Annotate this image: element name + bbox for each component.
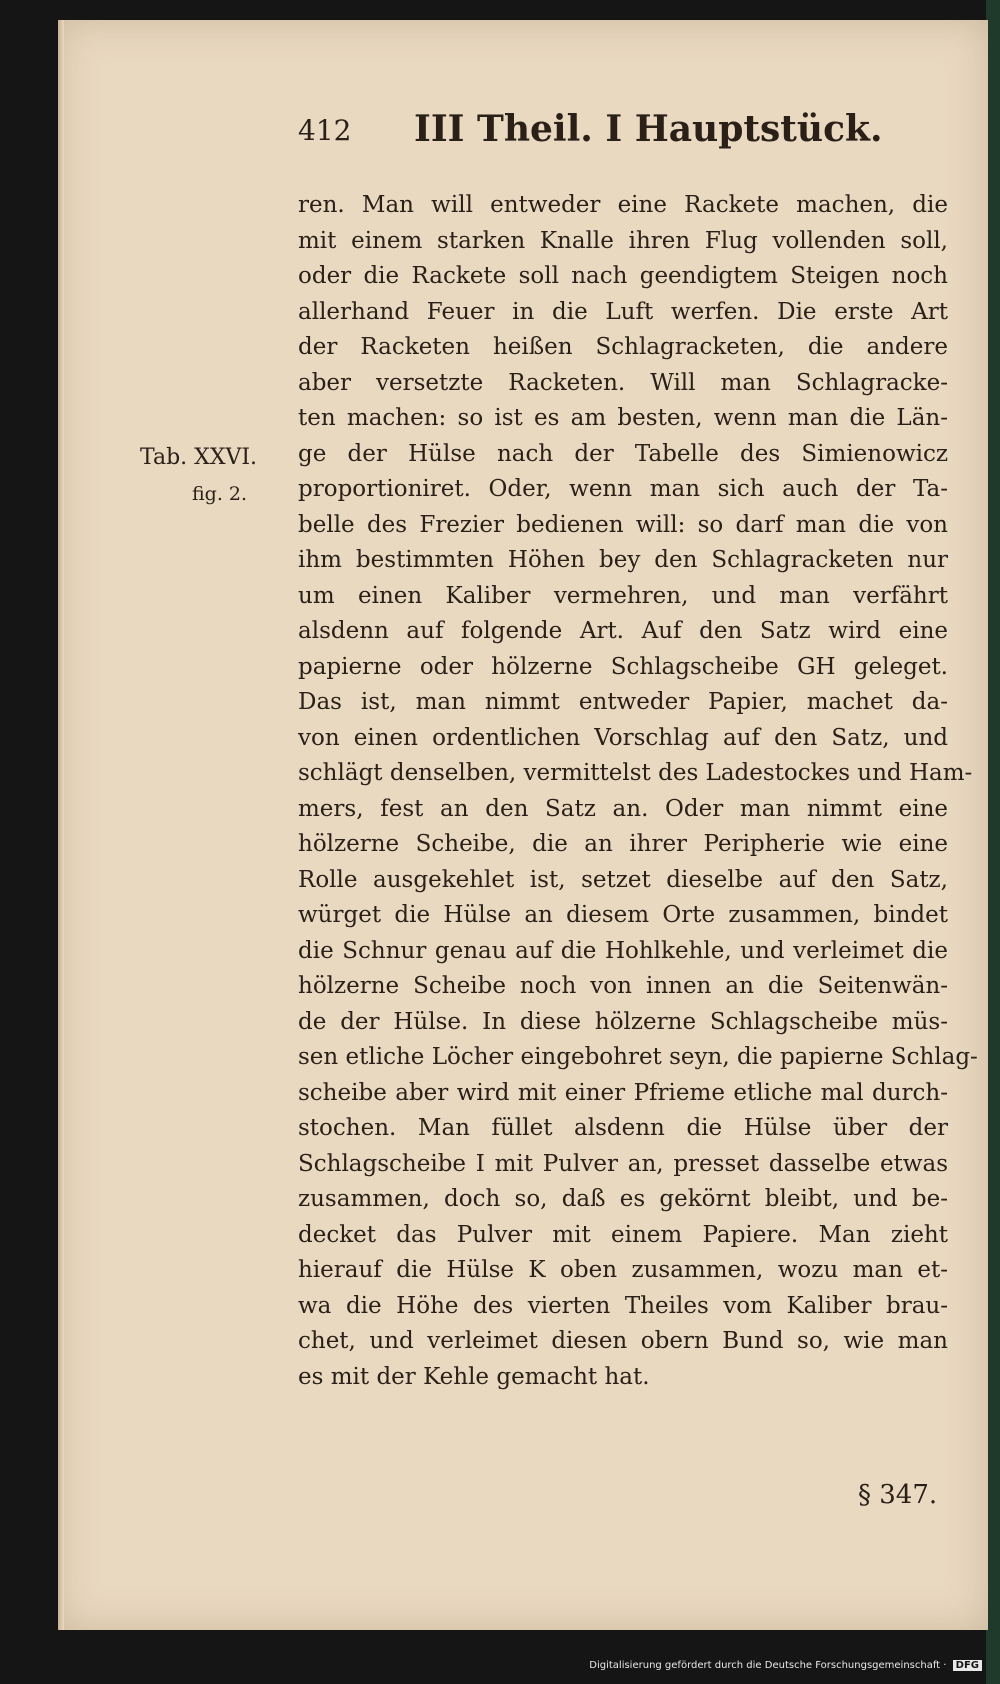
text-line: von einen ordentlichen Vorschlag auf den Satz, und <box>298 724 948 751</box>
text-line: Rolle ausgekehlet ist, setzet dieselbe auf den Satz, <box>298 866 948 893</box>
body-text <box>298 188 978 1395</box>
text-line: ren. Man will entweder eine Rackete machen, die <box>298 192 948 218</box>
text-line: Das ist, man nimmt entweder Papier, machet da- <box>298 689 948 715</box>
text-line: scheibe aber wird mit einer Pfrieme etliche mal durch- <box>298 1079 948 1106</box>
text-line: alsdenn auf folgende Art. Auf den Satz wird eine <box>298 618 948 644</box>
text-line: papierne oder hölzerne Schlagscheibe GH geleget. <box>298 653 948 680</box>
digitization-footer <box>589 1660 982 1671</box>
text-line: decket das Pulver mit einem Papiere. Man zieht <box>298 1221 948 1248</box>
text-line: mers, fest an den Satz an. Oder man nimmt eine <box>298 795 948 822</box>
text-line: oder die Rackete soll nach geendigtem Steigen noch <box>298 263 948 289</box>
text-line: Schlagscheibe I mit Pulver an, presset dasselbe etwas <box>298 1150 948 1177</box>
text-line: es mit der Kehle gemacht hat. <box>298 1363 650 1390</box>
text-line: de der Hülse. In diese hölzerne Schlagscheibe müs- <box>298 1008 948 1035</box>
text-line: aber versetzte Racketen. Will man Schlagracke- <box>298 369 948 396</box>
text-line: proportioniret. Oder, wenn man sich auch der Ta- <box>298 476 948 502</box>
page-fold-shadow <box>58 20 64 1630</box>
text-line: ge der Hülse nach der Tabelle des Simienowicz <box>298 440 948 467</box>
text-line: allerhand Feuer in die Luft werfen. Die erste Art <box>298 298 948 325</box>
text-line: chet, und verleimet diesen obern Bund so, wie man <box>298 1328 948 1354</box>
right-edge-strip <box>986 0 1000 1684</box>
text-line: hierauf die Hülse K oben zusammen, wozu man et- <box>298 1257 948 1283</box>
text-line: hölzerne Scheibe noch von innen an die Seitenwän- <box>298 973 948 999</box>
running-head: III Theil. I Hauptstück. <box>414 108 883 150</box>
text-line: ten machen: so ist es am besten, wenn man die Län- <box>298 405 948 431</box>
text-line: belle des Frezier bedienen will: so darf man die von <box>298 511 948 538</box>
text-line: hölzerne Scheibe, die an ihrer Peripherie wie eine <box>298 831 948 857</box>
page-number: 412 <box>298 114 352 147</box>
footer-text: Digitalisierung gefördert durch die Deutsche Forschungsgemeinschaft · <box>589 1660 947 1671</box>
text-line: wa die Höhe des vierten Theiles vom Kaliber brau- <box>298 1292 948 1319</box>
text-line: sen etliche Löcher eingebohret seyn, die papierne Schlag- <box>298 1044 978 1070</box>
margin-note-table-ref: Tab. XXVI. <box>140 445 258 470</box>
page-header <box>298 108 883 158</box>
margin-note-figure-ref: fig. 2. <box>192 483 248 505</box>
text-line: würget die Hülse an diesem Orte zusammen, bindet <box>298 902 948 928</box>
text-line: stochen. Man füllet alsdenn die Hülse über der <box>298 1115 948 1141</box>
margin-note <box>140 440 300 512</box>
text-line: schlägt denselben, vermittelst des Ladestockes und Ham- <box>298 760 973 786</box>
text-line: um einen Kaliber vermehren, und man verfährt <box>298 582 948 609</box>
text-line: die Schnur genau auf die Hohlkehle, und verleimet die <box>298 937 948 964</box>
catchword: § 347. <box>858 1480 938 1510</box>
text-line: mit einem starken Knalle ihren Flug vollenden soll, <box>298 227 948 254</box>
text-line: der Racketen heißen Schlagracketen, die andere <box>298 334 948 360</box>
text-line: zusammen, doch so, daß es gekörnt bleibt, und be- <box>298 1186 948 1212</box>
dfg-logo: DFG <box>953 1660 982 1671</box>
text-line: ihm bestimmten Höhen bey den Schlagracketen nur <box>298 547 948 573</box>
